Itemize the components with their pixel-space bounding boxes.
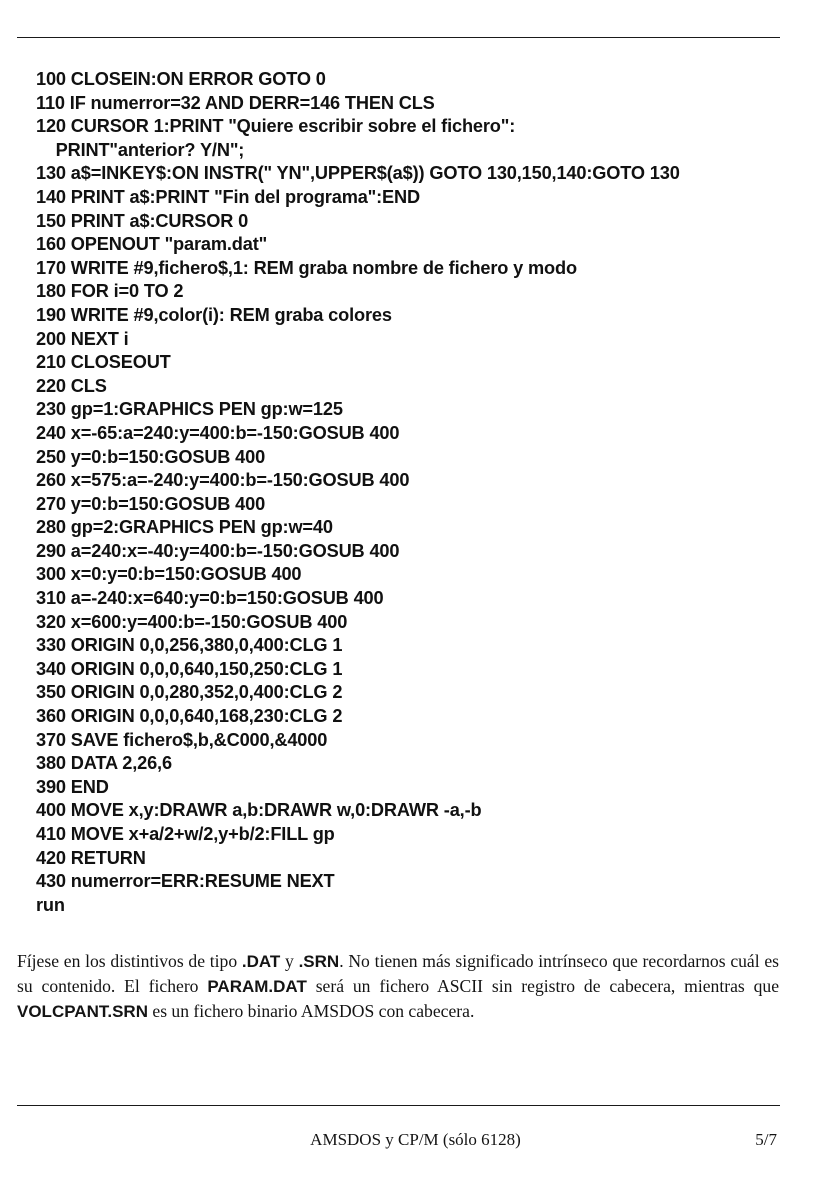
code-line: 170 WRITE #9,fichero$,1: REM graba nombre de fichero y modo <box>36 257 577 278</box>
paragraph-text-1: Fíjese en los distintivos de tipo <box>17 951 242 971</box>
code-line: 390 END <box>36 776 109 797</box>
code-line: 320 x=600:y=400:b=-150:GOSUB 400 <box>36 611 348 632</box>
keyword-dat: .DAT <box>241 952 281 971</box>
code-listing <box>36 68 796 917</box>
explanation-paragraph <box>17 949 779 1024</box>
code-line: 270 y=0:b=150:GOSUB 400 <box>36 493 266 514</box>
code-line: 260 x=575:a=-240:y=400:b=-150:GOSUB 400 <box>36 470 410 491</box>
code-line: 350 ORIGIN 0,0,280,352,0,400:CLG 2 <box>36 682 343 703</box>
code-line: 380 DATA 2,26,6 <box>36 753 172 774</box>
code-line: 160 OPENOUT "param.dat" <box>36 234 268 255</box>
keyword-srn: .SRN <box>298 952 340 971</box>
code-line: 420 RETURN <box>36 847 146 868</box>
code-line: 130 a$=INKEY$:ON INSTR(" YN",UPPER$(a$)) GOTO 130,150,140:GOTO 130 <box>36 163 680 184</box>
code-line: 340 ORIGIN 0,0,0,640,150,250:CLG 1 <box>36 658 343 679</box>
code-line: 230 gp=1:GRAPHICS PEN gp:w=125 <box>36 399 343 420</box>
code-line: 120 CURSOR 1:PRINT "Quiere escribir sobre el fichero": <box>36 116 516 137</box>
code-line: 100 CLOSEIN:ON ERROR GOTO 0 <box>36 69 326 89</box>
bottom-rule <box>17 1105 780 1106</box>
code-line: run <box>36 894 65 915</box>
code-line: PRINT"anterior? Y/N"; <box>36 139 245 160</box>
code-line: 400 MOVE x,y:DRAWR a,b:DRAWR w,0:DRAWR -a,-b <box>36 800 482 821</box>
paragraph-text-5: es un fichero binario AMSDOS con cabecera. <box>147 1001 475 1021</box>
code-line: 240 x=-65:a=240:y=400:b=-150:GOSUB 400 <box>36 422 400 443</box>
code-line: 310 a=-240:x=640:y=0:b=150:GOSUB 400 <box>36 588 384 609</box>
paragraph-text-4: será un fichero ASCII sin registro de cabecera, mientras que <box>306 976 780 996</box>
code-line: 430 numerror=ERR:RESUME NEXT <box>36 871 335 892</box>
code-line: 360 ORIGIN 0,0,0,640,168,230:CLG 2 <box>36 706 343 727</box>
code-line: 250 y=0:b=150:GOSUB 400 <box>36 446 266 467</box>
paragraph-text-2: y <box>280 951 299 971</box>
keyword-volcpant-srn: VOLCPANT.SRN <box>17 1002 148 1021</box>
code-line: 300 x=0:y=0:b=150:GOSUB 400 <box>36 564 302 585</box>
code-line: 330 ORIGIN 0,0,256,380,0,400:CLG 1 <box>36 635 343 656</box>
code-line: 110 IF numerror=32 AND DERR=146 THEN CLS <box>36 92 435 113</box>
footer-title: AMSDOS y CP/M (sólo 6128) <box>310 1130 521 1149</box>
code-line: 370 SAVE fichero$,b,&C000,&4000 <box>36 729 328 750</box>
code-line: 200 NEXT i <box>36 328 129 349</box>
page-number: 5/7 <box>755 1130 777 1149</box>
code-line: 220 CLS <box>36 375 107 396</box>
code-line: 150 PRINT a$:CURSOR 0 <box>36 210 249 231</box>
code-line: 180 FOR i=0 TO 2 <box>36 281 184 302</box>
keyword-param-dat: PARAM.DAT <box>207 977 307 996</box>
code-line: 190 WRITE #9,color(i): REM graba colores <box>36 304 392 325</box>
code-line: 140 PRINT a$:PRINT "Fin del programa":END <box>36 186 421 207</box>
code-line: 210 CLOSEOUT <box>36 352 171 373</box>
code-line: 410 MOVE x+a/2+w/2,y+b/2:FILL gp <box>36 824 335 844</box>
code-line: 280 gp=2:GRAPHICS PEN gp:w=40 <box>36 517 333 538</box>
paragraph-text-3: . No tienen más significado intrínseco que recordarnos cuál es su contenido. El fichero <box>17 951 780 996</box>
top-rule <box>17 37 780 38</box>
code-line: 290 a=240:x=-40:y=400:b=-150:GOSUB 400 <box>36 540 400 561</box>
